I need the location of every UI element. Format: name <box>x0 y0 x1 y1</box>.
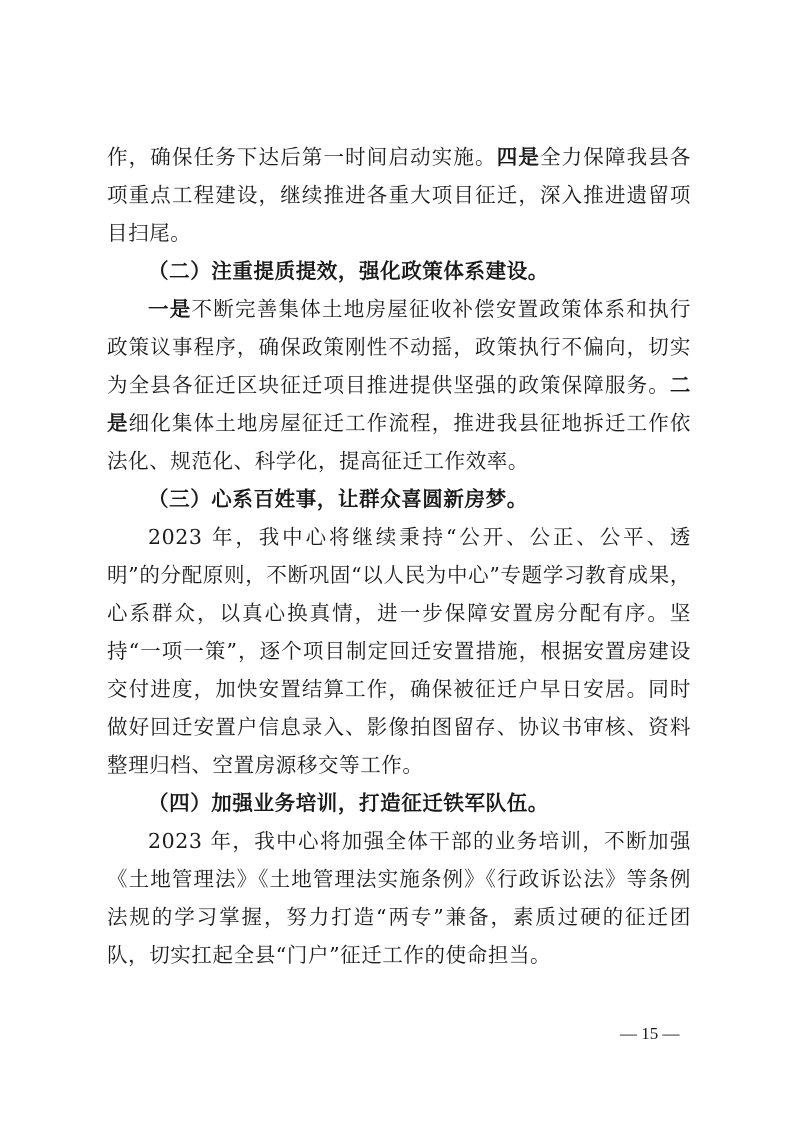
page-number: — 15 — <box>620 1024 680 1043</box>
paragraph-text: 细化集体土地房屋征迁工作流程，推进我县征地拆迁工作依法化、规范化、科学化，提高征迁工作效率。 <box>107 411 691 473</box>
section-heading: （三）心系百姓事，让群众喜圆新房梦。 <box>148 487 528 511</box>
emphasis-text: 一是 <box>148 297 192 321</box>
body-paragraph <box>107 138 691 252</box>
body-paragraph <box>107 518 691 784</box>
body-paragraph <box>107 290 691 480</box>
emphasis-text: 四是 <box>496 145 540 169</box>
paragraph-text: 全力保障我县各项重点工程建设，继续推进各重大项目征迁，深入推进遗留项目扫尾。 <box>107 145 691 245</box>
document-body <box>107 138 691 974</box>
paragraph-text: 2023 年，我中心将加强全体干部的业务培训，不断加强《土地管理法》《土地管理法实施条例》《行政诉讼法》等条例法规的学习掌握，努力打造“两专”兼备，素质过硬的征迁团队，切实扛起全县“门户”征迁工作的使命担当。 <box>107 829 691 967</box>
paragraph-text: 2023 年，我中心将继续秉持“公开、公正、公平、透明”的分配原则，不断巩固“以人民为中心”专题学习教育成果，心系群众，以真心换真情，进一步保障安置房分配有序。坚持“一项一策”，逐个项目制定回迁安置措施，根据安置房建设交付进度，加快安置结算工作，确保被征迁户早日安居。同时做好回迁安置户信息录入、影像拍图留存、协议书审核、资料整理归档、空置房源移交等工作。 <box>107 525 691 777</box>
emphasis-text: 二是 <box>107 373 691 435</box>
body-paragraph <box>107 822 691 974</box>
section-heading: （四）加强业务培训，打造征迁铁军队伍。 <box>148 791 549 815</box>
paragraph-text: 不断完善集体土地房屋征收补偿安置政策体系和执行政策议事程序，确保政策刚性不动摇，政策执行不偏向，切实为全县各征迁区块征迁项目推进提供坚强的政策保障服务。 <box>107 297 691 397</box>
section-heading: （二）注重提质提效，强化政策体系建设。 <box>148 259 549 283</box>
paragraph-text: 作，确保任务下达后第一时间启动实施。 <box>107 145 497 169</box>
